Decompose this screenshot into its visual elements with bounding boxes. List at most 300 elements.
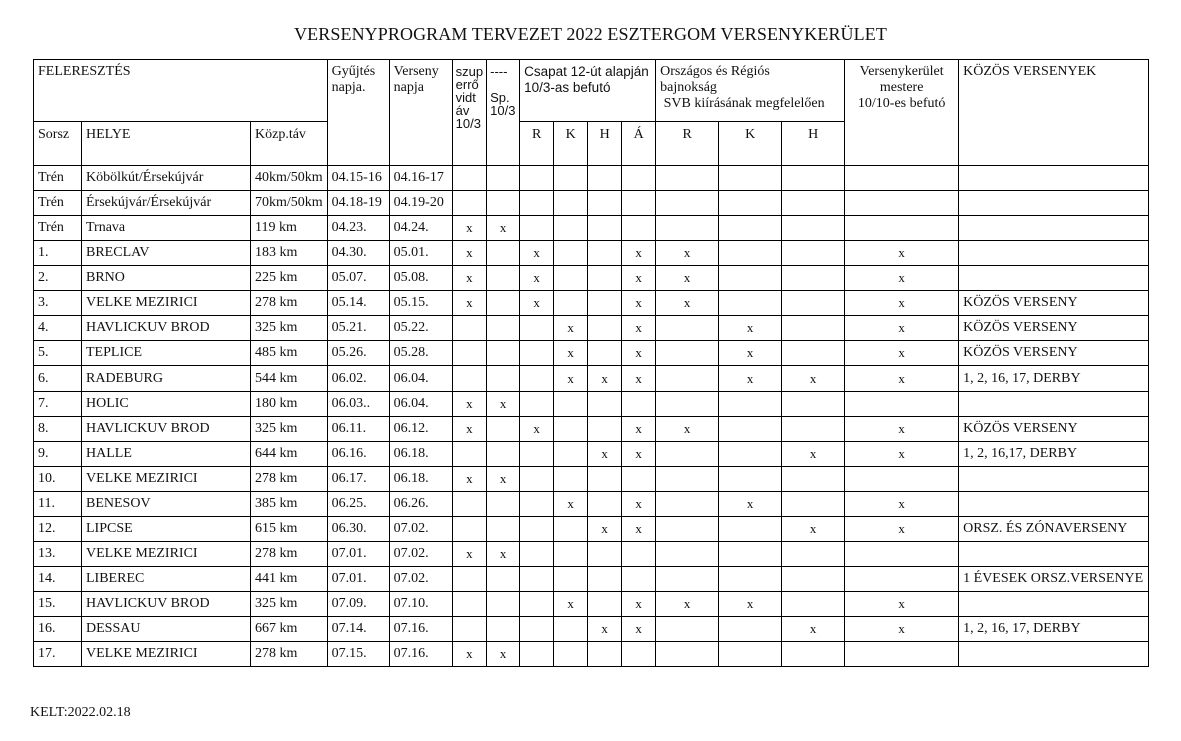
orszagos-k-mark bbox=[719, 467, 782, 492]
csapat-r-mark bbox=[520, 642, 554, 667]
kozos-cell bbox=[959, 642, 1149, 667]
header-vk-mestere-text: Versenykerület mestere 10/10-es befutó bbox=[857, 64, 946, 111]
csapat-h-mark bbox=[588, 567, 622, 592]
header-verseny: Verseny napja bbox=[389, 60, 452, 166]
race-schedule-table bbox=[33, 59, 1149, 667]
table-row bbox=[34, 542, 1149, 567]
orszagos-k-mark: x bbox=[719, 492, 782, 517]
sorsz-cell: 7. bbox=[34, 392, 82, 417]
orszagos-h-mark bbox=[782, 392, 845, 417]
csapat-r-mark bbox=[520, 617, 554, 642]
szuperro-mark: x bbox=[452, 266, 486, 291]
sp-mark: x bbox=[487, 392, 520, 417]
location-cell: HALLE bbox=[82, 442, 251, 467]
collection-date-cell: 04.15-16 bbox=[327, 166, 389, 191]
header-helye: HELYE bbox=[82, 122, 251, 166]
orszagos-r-mark bbox=[656, 392, 719, 417]
location-cell: HAVLICKUV BROD bbox=[82, 417, 251, 442]
collection-date-cell: 07.01. bbox=[327, 542, 389, 567]
sorsz-cell: 15. bbox=[34, 592, 82, 617]
date-footer: KELT:2022.02.18 bbox=[30, 705, 131, 720]
sorsz-cell: 5. bbox=[34, 341, 82, 366]
szuperro-mark: x bbox=[452, 216, 486, 241]
csapat-h-mark bbox=[588, 341, 622, 366]
vk-mestere-mark: x bbox=[845, 366, 959, 392]
szuperro-mark: x bbox=[452, 642, 486, 667]
kozos-cell: ORSZ. ÉS ZÓNAVERSENY bbox=[959, 517, 1149, 542]
table-row bbox=[34, 517, 1149, 542]
csapat-a-mark: x bbox=[622, 266, 656, 291]
orszagos-h-mark bbox=[782, 341, 845, 366]
csapat-r-mark bbox=[520, 316, 554, 341]
table-row bbox=[34, 642, 1149, 667]
kozos-cell: KÖZÖS VERSENY bbox=[959, 291, 1149, 316]
csapat-r-mark bbox=[520, 392, 554, 417]
location-cell: RADEBURG bbox=[82, 366, 251, 392]
orszagos-h-mark bbox=[782, 492, 845, 517]
table-row bbox=[34, 341, 1149, 366]
orszagos-k-mark bbox=[719, 191, 782, 216]
orszagos-k-mark bbox=[719, 442, 782, 467]
vk-mestere-mark: x bbox=[845, 617, 959, 642]
csapat-k-mark bbox=[554, 642, 588, 667]
csapat-a-mark: x bbox=[622, 316, 656, 341]
csapat-a-mark: x bbox=[622, 366, 656, 392]
location-cell: BRNO bbox=[82, 266, 251, 291]
location-cell: LIPCSE bbox=[82, 517, 251, 542]
header-gyujtes: Gyűjtés napja. bbox=[327, 60, 389, 166]
race-date-cell: 05.15. bbox=[389, 291, 452, 316]
sorsz-cell: 2. bbox=[34, 266, 82, 291]
csapat-r-mark: x bbox=[520, 417, 554, 442]
csapat-k-mark: x bbox=[554, 366, 588, 392]
orszagos-r-mark bbox=[656, 567, 719, 592]
vk-mestere-mark bbox=[845, 216, 959, 241]
orszagos-r-mark: x bbox=[656, 417, 719, 442]
vk-mestere-mark: x bbox=[845, 492, 959, 517]
race-date-cell: 06.04. bbox=[389, 392, 452, 417]
collection-date-cell: 04.23. bbox=[327, 216, 389, 241]
race-date-cell: 06.12. bbox=[389, 417, 452, 442]
race-date-cell: 06.26. bbox=[389, 492, 452, 517]
distance-cell: 644 km bbox=[251, 442, 328, 467]
csapat-r-mark bbox=[520, 517, 554, 542]
csapat-h-mark bbox=[588, 592, 622, 617]
orszagos-r-mark bbox=[656, 442, 719, 467]
sorsz-cell: 14. bbox=[34, 567, 82, 592]
orszagos-k-mark: x bbox=[719, 341, 782, 366]
csapat-k-mark bbox=[554, 467, 588, 492]
kozos-cell bbox=[959, 492, 1149, 517]
header-csapat-k: K bbox=[554, 122, 588, 166]
szuperro-mark: x bbox=[452, 392, 486, 417]
csapat-h-mark bbox=[588, 642, 622, 667]
orszagos-k-mark bbox=[719, 266, 782, 291]
orszagos-h-mark bbox=[782, 592, 845, 617]
szuperro-mark bbox=[452, 617, 486, 642]
szuperro-mark bbox=[452, 166, 486, 191]
distance-cell: 278 km bbox=[251, 542, 328, 567]
orszagos-k-mark bbox=[719, 392, 782, 417]
distance-cell: 119 km bbox=[251, 216, 328, 241]
distance-cell: 40km/50km bbox=[251, 166, 328, 191]
orszagos-r-mark bbox=[656, 492, 719, 517]
collection-date-cell: 06.30. bbox=[327, 517, 389, 542]
orszagos-r-mark: x bbox=[656, 241, 719, 266]
kozos-cell: KÖZÖS VERSENY bbox=[959, 341, 1149, 366]
orszagos-h-mark bbox=[782, 417, 845, 442]
table-row bbox=[34, 266, 1149, 291]
vk-mestere-mark bbox=[845, 191, 959, 216]
kozos-cell bbox=[959, 467, 1149, 492]
csapat-h-mark bbox=[588, 392, 622, 417]
sp-mark bbox=[487, 316, 520, 341]
sorsz-cell: 16. bbox=[34, 617, 82, 642]
collection-date-cell: 07.09. bbox=[327, 592, 389, 617]
location-cell: BRECLAV bbox=[82, 241, 251, 266]
race-date-cell: 06.18. bbox=[389, 467, 452, 492]
vk-mestere-mark: x bbox=[845, 517, 959, 542]
table-row bbox=[34, 316, 1149, 341]
sp-mark: x bbox=[487, 642, 520, 667]
csapat-r-mark bbox=[520, 366, 554, 392]
race-date-cell: 07.02. bbox=[389, 567, 452, 592]
kozos-cell: 1 ÉVESEK ORSZ.VERSENYE bbox=[959, 567, 1149, 592]
orszagos-h-mark bbox=[782, 266, 845, 291]
vk-mestere-mark bbox=[845, 166, 959, 191]
csapat-r-mark: x bbox=[520, 291, 554, 316]
race-date-cell: 07.02. bbox=[389, 542, 452, 567]
orszagos-r-mark bbox=[656, 617, 719, 642]
kozos-cell bbox=[959, 542, 1149, 567]
szuperro-mark bbox=[452, 191, 486, 216]
csapat-a-mark bbox=[622, 392, 656, 417]
kozos-cell bbox=[959, 241, 1149, 266]
csapat-r-mark bbox=[520, 592, 554, 617]
sorsz-cell: 12. bbox=[34, 517, 82, 542]
table-row bbox=[34, 216, 1149, 241]
csapat-h-mark: x bbox=[588, 617, 622, 642]
vk-mestere-mark bbox=[845, 392, 959, 417]
distance-cell: 485 km bbox=[251, 341, 328, 366]
vk-mestere-mark: x bbox=[845, 316, 959, 341]
distance-cell: 615 km bbox=[251, 517, 328, 542]
collection-date-cell: 06.02. bbox=[327, 366, 389, 392]
collection-date-cell: 06.11. bbox=[327, 417, 389, 442]
csapat-r-mark bbox=[520, 216, 554, 241]
sorsz-cell: 6. bbox=[34, 366, 82, 392]
kozos-cell bbox=[959, 592, 1149, 617]
collection-date-cell: 05.21. bbox=[327, 316, 389, 341]
race-date-cell: 05.22. bbox=[389, 316, 452, 341]
orszagos-k-mark: x bbox=[719, 366, 782, 392]
csapat-r-mark bbox=[520, 492, 554, 517]
kozos-cell bbox=[959, 191, 1149, 216]
orszagos-h-mark bbox=[782, 191, 845, 216]
csapat-h-mark: x bbox=[588, 442, 622, 467]
sp-mark bbox=[487, 191, 520, 216]
sp-mark bbox=[487, 442, 520, 467]
csapat-h-mark bbox=[588, 266, 622, 291]
sp-mark bbox=[487, 366, 520, 392]
race-date-cell: 05.08. bbox=[389, 266, 452, 291]
race-date-cell: 04.19-20 bbox=[389, 191, 452, 216]
kozos-cell bbox=[959, 216, 1149, 241]
csapat-k-mark bbox=[554, 617, 588, 642]
csapat-k-mark bbox=[554, 517, 588, 542]
table-row bbox=[34, 417, 1149, 442]
header-orszagos-h: H bbox=[782, 122, 845, 166]
orszagos-h-mark bbox=[782, 216, 845, 241]
race-date-cell: 04.16-17 bbox=[389, 166, 452, 191]
sp-mark bbox=[487, 592, 520, 617]
distance-cell: 325 km bbox=[251, 592, 328, 617]
collection-date-cell: 06.17. bbox=[327, 467, 389, 492]
csapat-h-mark bbox=[588, 417, 622, 442]
csapat-k-mark bbox=[554, 291, 588, 316]
vk-mestere-mark: x bbox=[845, 592, 959, 617]
szuperro-mark bbox=[452, 592, 486, 617]
csapat-h-mark bbox=[588, 191, 622, 216]
orszagos-k-mark bbox=[719, 617, 782, 642]
race-date-cell: 05.28. bbox=[389, 341, 452, 366]
szuperro-mark bbox=[452, 442, 486, 467]
collection-date-cell: 04.18-19 bbox=[327, 191, 389, 216]
orszagos-h-mark bbox=[782, 467, 845, 492]
orszagos-r-mark bbox=[656, 542, 719, 567]
distance-cell: 544 km bbox=[251, 366, 328, 392]
csapat-r-mark: x bbox=[520, 266, 554, 291]
header-orszagos-k: K bbox=[719, 122, 782, 166]
distance-cell: 278 km bbox=[251, 642, 328, 667]
vk-mestere-mark: x bbox=[845, 442, 959, 467]
csapat-r-mark bbox=[520, 542, 554, 567]
csapat-a-mark: x bbox=[622, 417, 656, 442]
table-row bbox=[34, 241, 1149, 266]
table-row bbox=[34, 617, 1149, 642]
csapat-k-mark bbox=[554, 542, 588, 567]
csapat-h-mark bbox=[588, 291, 622, 316]
location-cell: HOLIC bbox=[82, 392, 251, 417]
orszagos-k-mark: x bbox=[719, 316, 782, 341]
csapat-a-mark: x bbox=[622, 241, 656, 266]
location-cell: Köbölkút/Érsekújvár bbox=[82, 166, 251, 191]
sp-mark bbox=[487, 492, 520, 517]
orszagos-h-mark bbox=[782, 542, 845, 567]
location-cell: Trnava bbox=[82, 216, 251, 241]
header-szuperro-text: szup errő vidt áv 10/3 bbox=[455, 64, 484, 131]
table-row bbox=[34, 492, 1149, 517]
orszagos-r-mark bbox=[656, 366, 719, 392]
orszagos-h-mark bbox=[782, 642, 845, 667]
location-cell: VELKE MEZIRICI bbox=[82, 542, 251, 567]
csapat-a-mark: x bbox=[622, 341, 656, 366]
orszagos-k-mark bbox=[719, 241, 782, 266]
collection-date-cell: 05.07. bbox=[327, 266, 389, 291]
table-row bbox=[34, 442, 1149, 467]
table-row bbox=[34, 467, 1149, 492]
szuperro-mark: x bbox=[452, 467, 486, 492]
distance-cell: 441 km bbox=[251, 567, 328, 592]
sp-mark bbox=[487, 291, 520, 316]
location-cell: HAVLICKUV BROD bbox=[82, 316, 251, 341]
orszagos-k-mark bbox=[719, 517, 782, 542]
csapat-r-mark bbox=[520, 442, 554, 467]
header-csapat: Csapat 12-út alapján 10/3-as befutó bbox=[520, 60, 656, 122]
orszagos-r-mark bbox=[656, 517, 719, 542]
kozos-cell bbox=[959, 166, 1149, 191]
csapat-k-mark: x bbox=[554, 316, 588, 341]
szuperro-mark bbox=[452, 567, 486, 592]
table-row bbox=[34, 592, 1149, 617]
csapat-h-mark bbox=[588, 492, 622, 517]
collection-date-cell: 07.01. bbox=[327, 567, 389, 592]
csapat-a-mark bbox=[622, 567, 656, 592]
table-row bbox=[34, 392, 1149, 417]
orszagos-k-mark bbox=[719, 542, 782, 567]
vk-mestere-mark bbox=[845, 567, 959, 592]
header-orszagos bbox=[656, 60, 845, 122]
csapat-a-mark: x bbox=[622, 517, 656, 542]
collection-date-cell: 07.14. bbox=[327, 617, 389, 642]
orszagos-r-mark: x bbox=[656, 291, 719, 316]
csapat-h-mark bbox=[588, 216, 622, 241]
table-row bbox=[34, 567, 1149, 592]
location-cell: DESSAU bbox=[82, 617, 251, 642]
csapat-k-mark bbox=[554, 442, 588, 467]
csapat-h-mark: x bbox=[588, 366, 622, 392]
orszagos-h-mark: x bbox=[782, 442, 845, 467]
kozos-cell bbox=[959, 266, 1149, 291]
sorsz-cell: Trén bbox=[34, 191, 82, 216]
sp-mark bbox=[487, 266, 520, 291]
sp-mark bbox=[487, 517, 520, 542]
orszagos-r-mark: x bbox=[656, 266, 719, 291]
csapat-a-mark: x bbox=[622, 492, 656, 517]
csapat-h-mark bbox=[588, 316, 622, 341]
sp-mark bbox=[487, 417, 520, 442]
sp-mark bbox=[487, 567, 520, 592]
location-cell: VELKE MEZIRICI bbox=[82, 291, 251, 316]
csapat-k-mark bbox=[554, 191, 588, 216]
csapat-h-mark bbox=[588, 241, 622, 266]
collection-date-cell: 06.25. bbox=[327, 492, 389, 517]
collection-date-cell: 07.15. bbox=[327, 642, 389, 667]
orszagos-k-mark bbox=[719, 567, 782, 592]
header-csapat-a: Á bbox=[622, 122, 656, 166]
sorsz-cell: Trén bbox=[34, 216, 82, 241]
header-vk-mestere bbox=[845, 60, 959, 166]
sorsz-cell: 13. bbox=[34, 542, 82, 567]
race-date-cell: 07.02. bbox=[389, 517, 452, 542]
header-orszagos-r: R bbox=[656, 122, 719, 166]
sp-mark: x bbox=[487, 216, 520, 241]
sorsz-cell: 8. bbox=[34, 417, 82, 442]
table-row bbox=[34, 166, 1149, 191]
orszagos-h-mark bbox=[782, 291, 845, 316]
csapat-a-mark: x bbox=[622, 592, 656, 617]
orszagos-h-mark: x bbox=[782, 366, 845, 392]
szuperro-mark: x bbox=[452, 542, 486, 567]
kozos-cell bbox=[959, 392, 1149, 417]
race-date-cell: 06.04. bbox=[389, 366, 452, 392]
csapat-r-mark bbox=[520, 191, 554, 216]
csapat-r-mark bbox=[520, 567, 554, 592]
csapat-k-mark: x bbox=[554, 341, 588, 366]
race-date-cell: 04.24. bbox=[389, 216, 452, 241]
vk-mestere-mark bbox=[845, 642, 959, 667]
csapat-k-mark bbox=[554, 392, 588, 417]
header-kozptav: Közp.táv bbox=[251, 122, 328, 166]
kozos-cell: 1, 2, 16, 17, DERBY bbox=[959, 617, 1149, 642]
kozos-cell: 1, 2, 16, 17, DERBY bbox=[959, 366, 1149, 392]
orszagos-k-mark bbox=[719, 417, 782, 442]
orszagos-h-mark bbox=[782, 241, 845, 266]
location-cell: LIBEREC bbox=[82, 567, 251, 592]
orszagos-r-mark bbox=[656, 216, 719, 241]
orszagos-r-mark bbox=[656, 467, 719, 492]
distance-cell: 667 km bbox=[251, 617, 328, 642]
szuperro-mark bbox=[452, 316, 486, 341]
csapat-a-mark bbox=[622, 166, 656, 191]
page-title: VERSENYPROGRAM TERVEZET 2022 ESZTERGOM VERSENYKERÜLET bbox=[294, 24, 887, 44]
table-row bbox=[34, 191, 1149, 216]
distance-cell: 385 km bbox=[251, 492, 328, 517]
orszagos-k-mark bbox=[719, 291, 782, 316]
table-row bbox=[34, 291, 1149, 316]
csapat-a-mark bbox=[622, 642, 656, 667]
collection-date-cell: 06.03.. bbox=[327, 392, 389, 417]
orszagos-r-mark bbox=[656, 341, 719, 366]
szuperro-mark bbox=[452, 366, 486, 392]
header-sp-text: ---- Sp. 10/3 bbox=[490, 64, 516, 118]
orszagos-h-mark bbox=[782, 166, 845, 191]
sorsz-cell: Trén bbox=[34, 166, 82, 191]
vk-mestere-mark: x bbox=[845, 241, 959, 266]
sp-mark: x bbox=[487, 542, 520, 567]
sorsz-cell: 11. bbox=[34, 492, 82, 517]
location-cell: BENESOV bbox=[82, 492, 251, 517]
distance-cell: 225 km bbox=[251, 266, 328, 291]
csapat-r-mark: x bbox=[520, 241, 554, 266]
header-csapat-h: H bbox=[588, 122, 622, 166]
sorsz-cell: 1. bbox=[34, 241, 82, 266]
szuperro-mark: x bbox=[452, 241, 486, 266]
sorsz-cell: 10. bbox=[34, 467, 82, 492]
vk-mestere-mark bbox=[845, 542, 959, 567]
race-date-cell: 07.16. bbox=[389, 642, 452, 667]
sp-mark bbox=[487, 617, 520, 642]
csapat-a-mark bbox=[622, 467, 656, 492]
orszagos-r-mark: x bbox=[656, 592, 719, 617]
header-sorsz: Sorsz bbox=[34, 122, 82, 166]
csapat-r-mark bbox=[520, 341, 554, 366]
csapat-a-mark bbox=[622, 191, 656, 216]
sp-mark: x bbox=[487, 467, 520, 492]
distance-cell: 278 km bbox=[251, 291, 328, 316]
header-orszagos-text: Országos és Régiós bajnokság SVB kiírásának megfelelően bbox=[660, 64, 825, 111]
collection-date-cell: 05.14. bbox=[327, 291, 389, 316]
orszagos-k-mark bbox=[719, 166, 782, 191]
kozos-cell: KÖZÖS VERSENY bbox=[959, 316, 1149, 341]
vk-mestere-mark: x bbox=[845, 341, 959, 366]
orszagos-h-mark: x bbox=[782, 517, 845, 542]
collection-date-cell: 04.30. bbox=[327, 241, 389, 266]
orszagos-h-mark bbox=[782, 567, 845, 592]
table-row bbox=[34, 366, 1149, 392]
orszagos-r-mark bbox=[656, 316, 719, 341]
szuperro-mark: x bbox=[452, 417, 486, 442]
